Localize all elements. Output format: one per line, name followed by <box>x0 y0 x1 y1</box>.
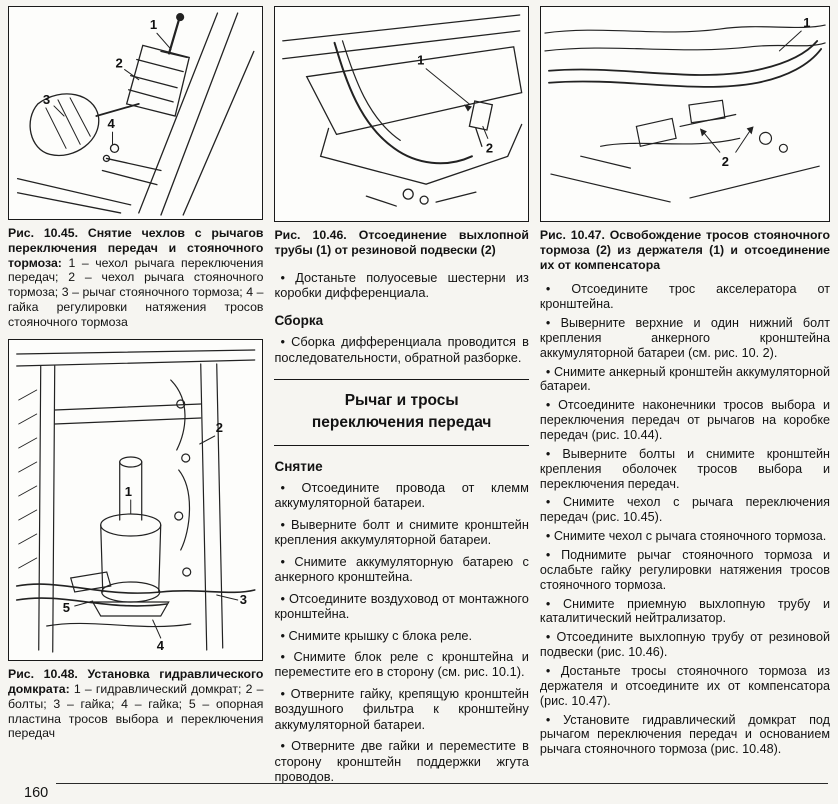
fig48-callout-5: 5 <box>62 600 70 616</box>
figure-10-47 <box>540 6 830 222</box>
fig45-callout-3: 3 <box>42 91 51 107</box>
list-item: • Отсоедините воздуховод от монтажного кронштейна. <box>274 591 528 622</box>
fig48-callout-1: 1 <box>124 484 132 500</box>
list-item: • Снимите аккумуляторную батарею с анкерного кронштейна. <box>274 554 528 585</box>
column-middle <box>274 6 528 785</box>
section-title-line1: Рычаг и тросы <box>344 392 459 410</box>
fig48-callout-3: 3 <box>239 592 247 608</box>
fig-10-46-illustration <box>275 7 527 221</box>
fig47-callout-1: 1 <box>803 15 811 31</box>
column-right <box>540 6 830 757</box>
fig-10-47-illustration <box>541 7 829 221</box>
fig-10-45-illustration <box>9 7 262 219</box>
caption-legend: 1 – гидравлический домкрат; 2 – болты; 3 – гайка; 4 – гайка; 5 – опорная пластина тросов выбора и переключения передач <box>8 682 264 741</box>
figure-10-47-caption: Рис. 10.47. Освобождение тросов стояночного тормоза (2) из держателя (1) и отсоединение их от компенсатора <box>539 228 830 272</box>
caption-legend: 1 – чехол рычага переключения передач; 2 – чехол рычага стояночного тормоза; 3 – рычаг стояночного тормоза; 4 – гайка регулировки натяжения тросов стояночного тормоза <box>8 255 264 329</box>
fig46-callout-2: 2 <box>486 140 494 156</box>
figure-10-46-caption: Рис. 10.46. Отсоединение выхлопной трубы (1) от резиновой подвески (2) <box>274 228 529 257</box>
figure-10-48 <box>8 339 263 661</box>
list-item: • Снимите чехол с рычага переключения передач (рис. 10.45). <box>540 495 830 525</box>
figure-10-45 <box>8 6 263 220</box>
fig46-callout-1: 1 <box>417 52 425 68</box>
fig45-callout-4: 4 <box>107 116 115 132</box>
list-item: • Достаньте полуосевые шестерни из коробки дифференциала. <box>274 270 528 301</box>
fig47-callout-2: 2 <box>721 154 729 170</box>
heading-removal: Снятие <box>274 458 323 474</box>
list-item: • Выверните верхние и один нижний болт крепления анкерного кронштейна аккумуляторной батареи (см. рис. 10. 2). <box>540 316 830 361</box>
fig48-callout-2: 2 <box>215 420 223 436</box>
list-item: • Отсоедините провода от клемм аккумуляторной батареи. <box>274 480 528 511</box>
section-title-line2: переключения передач <box>311 414 492 432</box>
figure-10-45-caption <box>8 226 263 329</box>
page-number: 160 <box>24 785 49 801</box>
list-item: • Отверните гайку, крепящую кронштейн воздушного фильтра к кронштейну аккумуляторной батареи. <box>274 686 528 732</box>
list-item: • Отсоедините выхлопную трубу от резиновой подвески (рис. 10.46). <box>540 630 830 660</box>
list-item: • Достаньте тросы стояночного тормоза из держателя и отсоедините их от компенсатора (рис. 10.47). <box>540 664 830 709</box>
list-item: • Отсоедините наконечники тросов выбора и переключения передач от рычагов на коробке передач (рис. 10.44). <box>540 398 830 443</box>
heading-assembly: Сборка <box>274 313 324 329</box>
list-item: • Снимите анкерный кронштейн аккумуляторной батареи. <box>540 365 830 395</box>
fig48-callout-4: 4 <box>156 638 164 654</box>
list-item: • Выверните болт и снимите кронштейн крепления аккумуляторной батареи. <box>274 517 528 548</box>
list-item: • Установите гидравлический домкрат под рычагом переключения передач и основанием рычага стояночного тормоза (рис. 10.48). <box>540 713 830 758</box>
list-item: • Отсоедините трос акселератора от кронштейна. <box>540 282 830 312</box>
caption-title: Рис. 10.48. Установка гидравлического домкрата: <box>8 667 264 696</box>
right-body-text <box>540 278 830 757</box>
caption-title: Рис. 10.45. Снятие чехлов с рычагов переключения передач и стояночного тормоза: <box>8 226 264 270</box>
list-item: • Поднимите рычаг стояночного тормоза и ослабьте гайку регулировки натяжения тросов стояночного тормоза. <box>540 548 830 593</box>
list-item: • Сборка дифференциала проводится в последовательности, обратной разборке. <box>274 334 528 365</box>
list-item: • Выверните болты и снимите кронштейн крепления оболочек тросов выбора и переключения передач. <box>540 447 830 492</box>
figure-10-48-caption <box>8 667 263 741</box>
figure-10-46 <box>274 6 528 222</box>
list-item: • Снимите крышку с блока реле. <box>274 628 528 643</box>
fig45-callout-1: 1 <box>149 17 158 33</box>
footer-rule <box>56 783 828 784</box>
fig45-callout-2: 2 <box>115 55 123 71</box>
column-left <box>8 6 263 741</box>
section-title <box>274 379 528 445</box>
list-item: • Снимите чехол с рычага стояночного тормоза. <box>540 529 830 544</box>
list-item: • Снимите приемную выхлопную трубу и каталитический нейтрализатор. <box>540 597 830 627</box>
middle-body-text <box>274 258 528 785</box>
fig-10-48-illustration <box>9 340 262 660</box>
list-item: • Отверните две гайки и переместите в сторону кронштейн поддержки жгута проводов. <box>274 738 528 784</box>
list-item: • Снимите блок реле с кронштейна и переместите его в сторону (см. рис. 10.1). <box>274 649 528 680</box>
